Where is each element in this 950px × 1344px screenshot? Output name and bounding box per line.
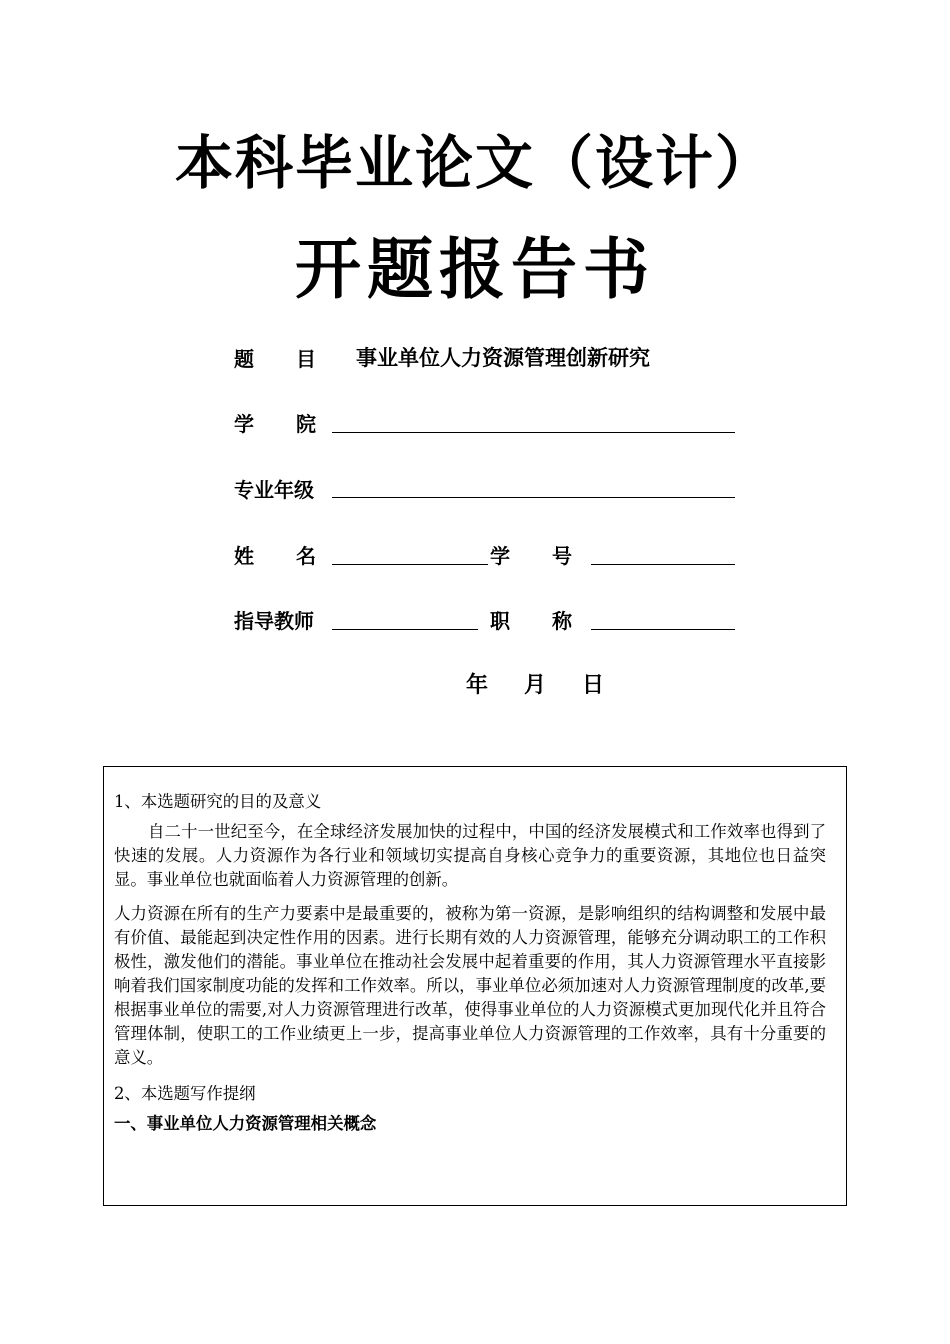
advisor-field[interactable] — [332, 629, 478, 630]
date-month: 月 — [524, 673, 547, 698]
major-label: 专业年级 — [234, 478, 314, 502]
advisor-label: 指导教师 — [234, 609, 314, 633]
paragraph-1: 自二十一世纪至今，在全球经济发展加快的过程中，中国的经济发展模式和工作效率也得到了快速的发展。人力资源作为各行业和领域切实提高自身核心竞争力的重要资源，其地位也日益突显。事业单位也就面临着人力资源管理的创新。 — [114, 822, 826, 889]
section1-heading: 1、本选题研究的目的及意义 — [114, 792, 322, 811]
date-year: 年 — [466, 673, 489, 698]
college-field[interactable] — [332, 432, 735, 433]
major-field[interactable] — [332, 497, 735, 498]
report-content — [114, 790, 826, 1136]
document-subtitle: 开题报告书 — [295, 231, 655, 308]
section2-heading: 2、本选题写作提纲 — [114, 1084, 256, 1103]
topic-value: 事业单位人力资源管理创新研究 — [356, 346, 650, 370]
college-label: 学院 — [234, 412, 358, 436]
topic-label: 题目 — [234, 347, 358, 371]
document-title: 本科毕业论文（设计） — [174, 129, 775, 197]
outline-item-1: 一、事业单位人力资源管理相关概念 — [114, 1114, 377, 1133]
advisor-title-label: 职称 — [490, 609, 614, 633]
paragraph-2: 人力资源在所有的生产力要素中是最重要的，被称为第一资源，是影响组织的结构调整和发展中最有价值、最能起到决定性作用的因素。进行长期有效的人力资源管理，能够充分调动职工的工作积极性，激发他们的潜能。事业单位在推动社会发展中起着重要的作用，其人力资源管理水平直接影响着我们国家制度功能的发挥和工作效率。所以，事业单位必须加速对人力资源管理制度的改革,要根据事业单位的需要,对人力资源管理进行改革，使得事业单位的人力资源模式更加现代化并且符合管理体制，使职工的工作业绩更上一步，提高事业单位人力资源管理的工作效率，具有十分重要的意义。 — [114, 904, 826, 1067]
date-day: 日 — [582, 673, 605, 698]
student-id-field[interactable] — [591, 564, 735, 565]
student-id-label: 学号 — [490, 544, 614, 568]
name-label: 姓名 — [234, 544, 358, 568]
advisor-title-field[interactable] — [591, 629, 735, 630]
name-field[interactable] — [332, 564, 488, 565]
date-line — [466, 672, 604, 700]
